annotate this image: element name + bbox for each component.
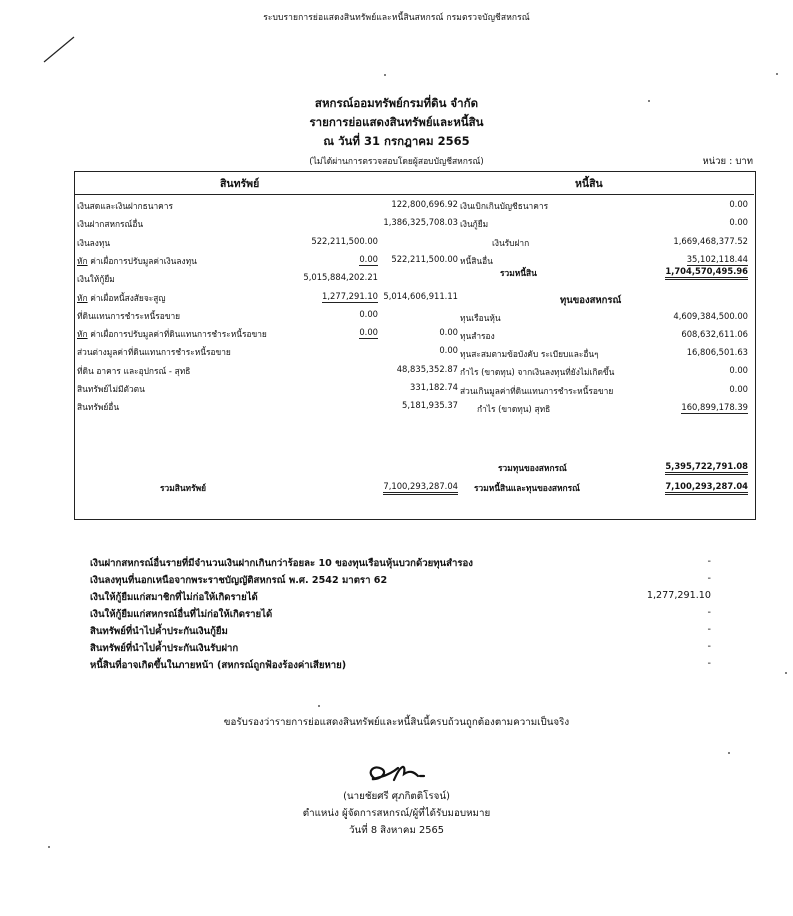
note-label: เงินให้กู้ยืมแก่สหกรณ์อื่นที่ไม่ก่อให้เกิดรายได้	[90, 609, 273, 620]
note-value: 1,277,291.10	[646, 590, 711, 601]
asset-net-amount: 0.00	[439, 345, 458, 356]
equity-row-value	[620, 402, 748, 412]
note-label: สินทรัพย์ที่นำไปค้ำประกันเงินรับฝาก	[90, 643, 239, 654]
asset-row-label	[77, 382, 145, 396]
total-assets-value: 7,100,293,287.04	[383, 481, 458, 495]
asset-label-text: ค่าเผื่อหนี้สงสัยจะสูญ	[87, 292, 166, 303]
equity-row-label: ทุนสำรอง	[460, 330, 495, 341]
liability-amount: 0.00	[729, 199, 748, 209]
note-value: -	[707, 556, 711, 567]
asset-net-amount: 5,014,606,911.11	[383, 290, 458, 301]
asset-label-text: ที่ดิน อาคาร และอุปกรณ์ - สุทธิ	[77, 365, 191, 376]
asset-row-gross-value	[270, 272, 378, 282]
deduct-prefix: หัก	[77, 255, 88, 266]
equity-amount: 160,899,178.39	[681, 402, 748, 412]
total-liabilities-label: รวมหนี้สิน	[500, 268, 537, 278]
asset-row-label	[77, 327, 267, 341]
signer-position: ตำแหน่ง ผู้จัดการสหกรณ์/ผู้ที่ได้รับมอบหมาย	[302, 808, 491, 819]
asset-label-text: ค่าเผื่อการปรับมูลค่าที่ดินแทนการชำระหนี้รอขาย	[87, 329, 267, 340]
asset-row-gross-value	[270, 309, 378, 319]
asset-row-label	[77, 254, 197, 268]
note-label: เงินฝากสหกรณ์อื่นรายที่มีจำนวนเงินฝากเกินกว่าร้อยละ 10 ของทุนเรือนหุ้นบวกด้วยทุนสำรอง	[90, 558, 473, 569]
asset-label-text: ค่าเผื่อการปรับมูลค่าเงินลงทุน	[87, 255, 197, 266]
note-label: สินทรัพย์ที่นำไปค้ำประกันเงินกู้ยืม	[90, 626, 228, 637]
note-value: -	[707, 607, 711, 618]
note-label: เงินลงทุนที่นอกเหนือจากพระราชบัญญัติสหกรณ์ พ.ศ. 2542 มาตรา 62	[90, 575, 388, 586]
audit-note: (ไม่ได้ผ่านการตรวจสอบโดยผู้สอบบัญชีสหกรณ์)	[309, 157, 484, 167]
asset-label-text: เงินฝากสหกรณ์อื่น	[77, 219, 144, 230]
liability-row-value	[620, 199, 748, 209]
asset-net-amount: 0.00	[439, 327, 458, 338]
note-value: -	[707, 658, 711, 669]
equity-amount: 0.00	[729, 365, 748, 376]
asset-row-net-value	[350, 254, 458, 264]
equity-row-label: ส่วนเกินมูลค่าที่ดินแทนการชำระหนี้รอขาย	[460, 385, 614, 396]
assets-header: สินทรัพย์	[220, 178, 260, 190]
asset-gross-amount: 522,211,500.00	[311, 235, 378, 246]
equity-amount: 608,632,611.06	[681, 328, 748, 339]
equity-row-value	[620, 329, 748, 339]
asset-net-amount: 5,181,935.37	[402, 400, 458, 411]
asset-label-text: สินทรัพย์อื่น	[77, 402, 120, 413]
currency-unit: หน่วย : บาท	[702, 156, 753, 167]
asset-row-label	[77, 309, 180, 323]
asset-net-amount: 522,211,500.00	[391, 253, 458, 264]
asset-gross-amount: 0.00	[359, 327, 378, 338]
asset-row-net-value	[350, 199, 458, 209]
equity-amount: 16,806,501.63	[686, 347, 748, 358]
asset-label-text: เงินให้กู้ยืม	[77, 274, 115, 285]
asset-gross-amount: 5,015,884,202.21	[303, 272, 378, 283]
asset-label-text: เงินสดและเงินฝากธนาคาร	[77, 201, 173, 211]
total-equity-label: รวมทุนของสหกรณ์	[498, 463, 567, 473]
asset-row-net-value	[350, 217, 458, 227]
asset-label-text: ส่วนต่างมูลค่าที่ดินแทนการชำระหนี้รอขาย	[77, 347, 231, 358]
asset-row-label	[77, 272, 115, 286]
equity-row-value	[620, 365, 748, 375]
asset-net-amount: 331,182.74	[410, 382, 458, 392]
pen-stroke-mark	[40, 34, 80, 66]
signed-date: วันที่ 8 สิงหาคม 2565	[349, 825, 444, 836]
equity-amount: 4,609,384,500.00	[673, 310, 748, 321]
asset-gross-amount: 1,277,291.10	[322, 290, 378, 301]
asset-row-label	[77, 364, 190, 378]
note-value: -	[707, 573, 711, 584]
asset-row-net-value	[350, 382, 458, 392]
scan-speck	[776, 73, 778, 75]
liability-row-value	[620, 254, 748, 264]
equity-row-label: ทุนสะสมตามข้อบังคับ ระเบียบและอื่นๆ	[460, 349, 599, 360]
certification-statement: ขอรับรองว่ารายการย่อแสดงสินทรัพย์และหนี้สินนี้ครบถ้วนถูกต้องตามความเป็นจริง	[223, 717, 570, 728]
asset-net-amount: 48,835,352.87	[396, 363, 458, 374]
liability-amount: 0.00	[729, 217, 748, 228]
asset-label-text: ที่ดินแทนการชำระหนี้รอขาย	[77, 310, 181, 321]
equity-row-label: กำไร (ขาดทุน) จากเงินลงทุนที่ยังไม่เกิดขึ้น	[460, 367, 615, 378]
table-header-divider	[74, 194, 754, 195]
liability-row-value	[620, 236, 748, 246]
asset-row-net-value	[350, 327, 458, 337]
signature	[360, 758, 440, 788]
asset-row-net-value	[350, 364, 458, 374]
scan-speck	[384, 74, 386, 76]
asset-net-amount: 122,800,696.92	[391, 199, 458, 209]
liabilities-header: หนี้สิน	[575, 178, 603, 190]
note-label: หนี้สินที่อาจเกิดขึ้นในภายหน้า (สหกรณ์ถูกฟ้องร้องค่าเสียหาย)	[90, 660, 347, 671]
liability-row-label: เงินเบิกเกินบัญชีธนาคาร	[460, 201, 549, 211]
liability-amount: 1,669,468,377.52	[673, 235, 748, 246]
liability-row-label: เงินรับฝาก	[492, 237, 530, 248]
asset-row-label	[77, 291, 165, 305]
scan-speck	[648, 100, 650, 102]
asset-row-label	[77, 236, 110, 250]
deduct-prefix: หัก	[77, 292, 88, 303]
total-liab-equity-value: 7,100,293,287.04	[665, 481, 748, 495]
liability-row-label: เงินกู้ยืม	[460, 219, 489, 230]
scan-speck	[318, 705, 320, 707]
asset-row-label	[77, 217, 143, 231]
asset-row-label	[77, 199, 173, 213]
report-date: ณ วันที่ 31 กรกฎาคม 2565	[323, 134, 470, 148]
report-system-header: ระบบรายการย่อแสดงสินทรัพย์และหนี้สินสหกรณ์ กรมตรวจบัญชีสหกรณ์	[263, 13, 530, 23]
asset-row-net-value	[350, 345, 458, 355]
asset-row-gross-value	[270, 236, 378, 246]
asset-gross-amount: 0.00	[359, 253, 378, 264]
equity-amount: 0.00	[729, 383, 748, 394]
total-liab-equity-label: รวมหนี้สินและทุนของสหกรณ์	[474, 483, 580, 493]
report-title: รายการย่อแสดงสินทรัพย์และหนี้สิน	[309, 115, 484, 129]
liability-amount: 35,102,118.44	[686, 253, 748, 264]
equity-header: ทุนของสหกรณ์	[560, 295, 622, 306]
total-liabilities-value: 1,704,570,495.96	[665, 266, 748, 280]
asset-label-text: เงินลงทุน	[77, 237, 111, 248]
equity-row-value	[620, 311, 748, 321]
equity-row-label: กำไร (ขาดทุน) สุทธิ	[477, 404, 551, 414]
scan-speck	[728, 752, 730, 754]
scan-speck	[48, 846, 50, 848]
asset-row-label	[77, 400, 119, 414]
equity-row-value	[620, 384, 748, 394]
scan-speck	[785, 672, 787, 674]
asset-row-net-value	[350, 400, 458, 410]
asset-row-net-value	[350, 291, 458, 301]
asset-net-amount: 1,386,325,708.03	[383, 217, 458, 228]
equity-row-label: ทุนเรือนหุ้น	[460, 312, 501, 323]
total-equity-value: 5,395,722,791.08	[665, 461, 748, 475]
note-value: -	[707, 641, 711, 652]
total-assets-label: รวมสินทรัพย์	[160, 483, 207, 493]
note-label: เงินให้กู้ยืมแก่สมาชิกที่ไม่ก่อให้เกิดรายได้	[90, 592, 258, 603]
note-value: -	[707, 624, 711, 635]
deduct-prefix: หัก	[77, 329, 88, 340]
liability-row-label: หนี้สินอื่น	[460, 255, 493, 266]
asset-gross-amount: 0.00	[359, 308, 378, 319]
signer-name: (นายชัยศรี ศุภกิตติโรจน์)	[343, 791, 450, 802]
asset-label-text: สินทรัพย์ไม่มีตัวตน	[77, 384, 145, 394]
equity-row-value	[620, 347, 748, 357]
cooperative-name: สหกรณ์ออมทรัพย์กรมที่ดิน จำกัด	[314, 96, 479, 110]
liability-row-value	[620, 217, 748, 227]
asset-row-label	[77, 345, 231, 359]
